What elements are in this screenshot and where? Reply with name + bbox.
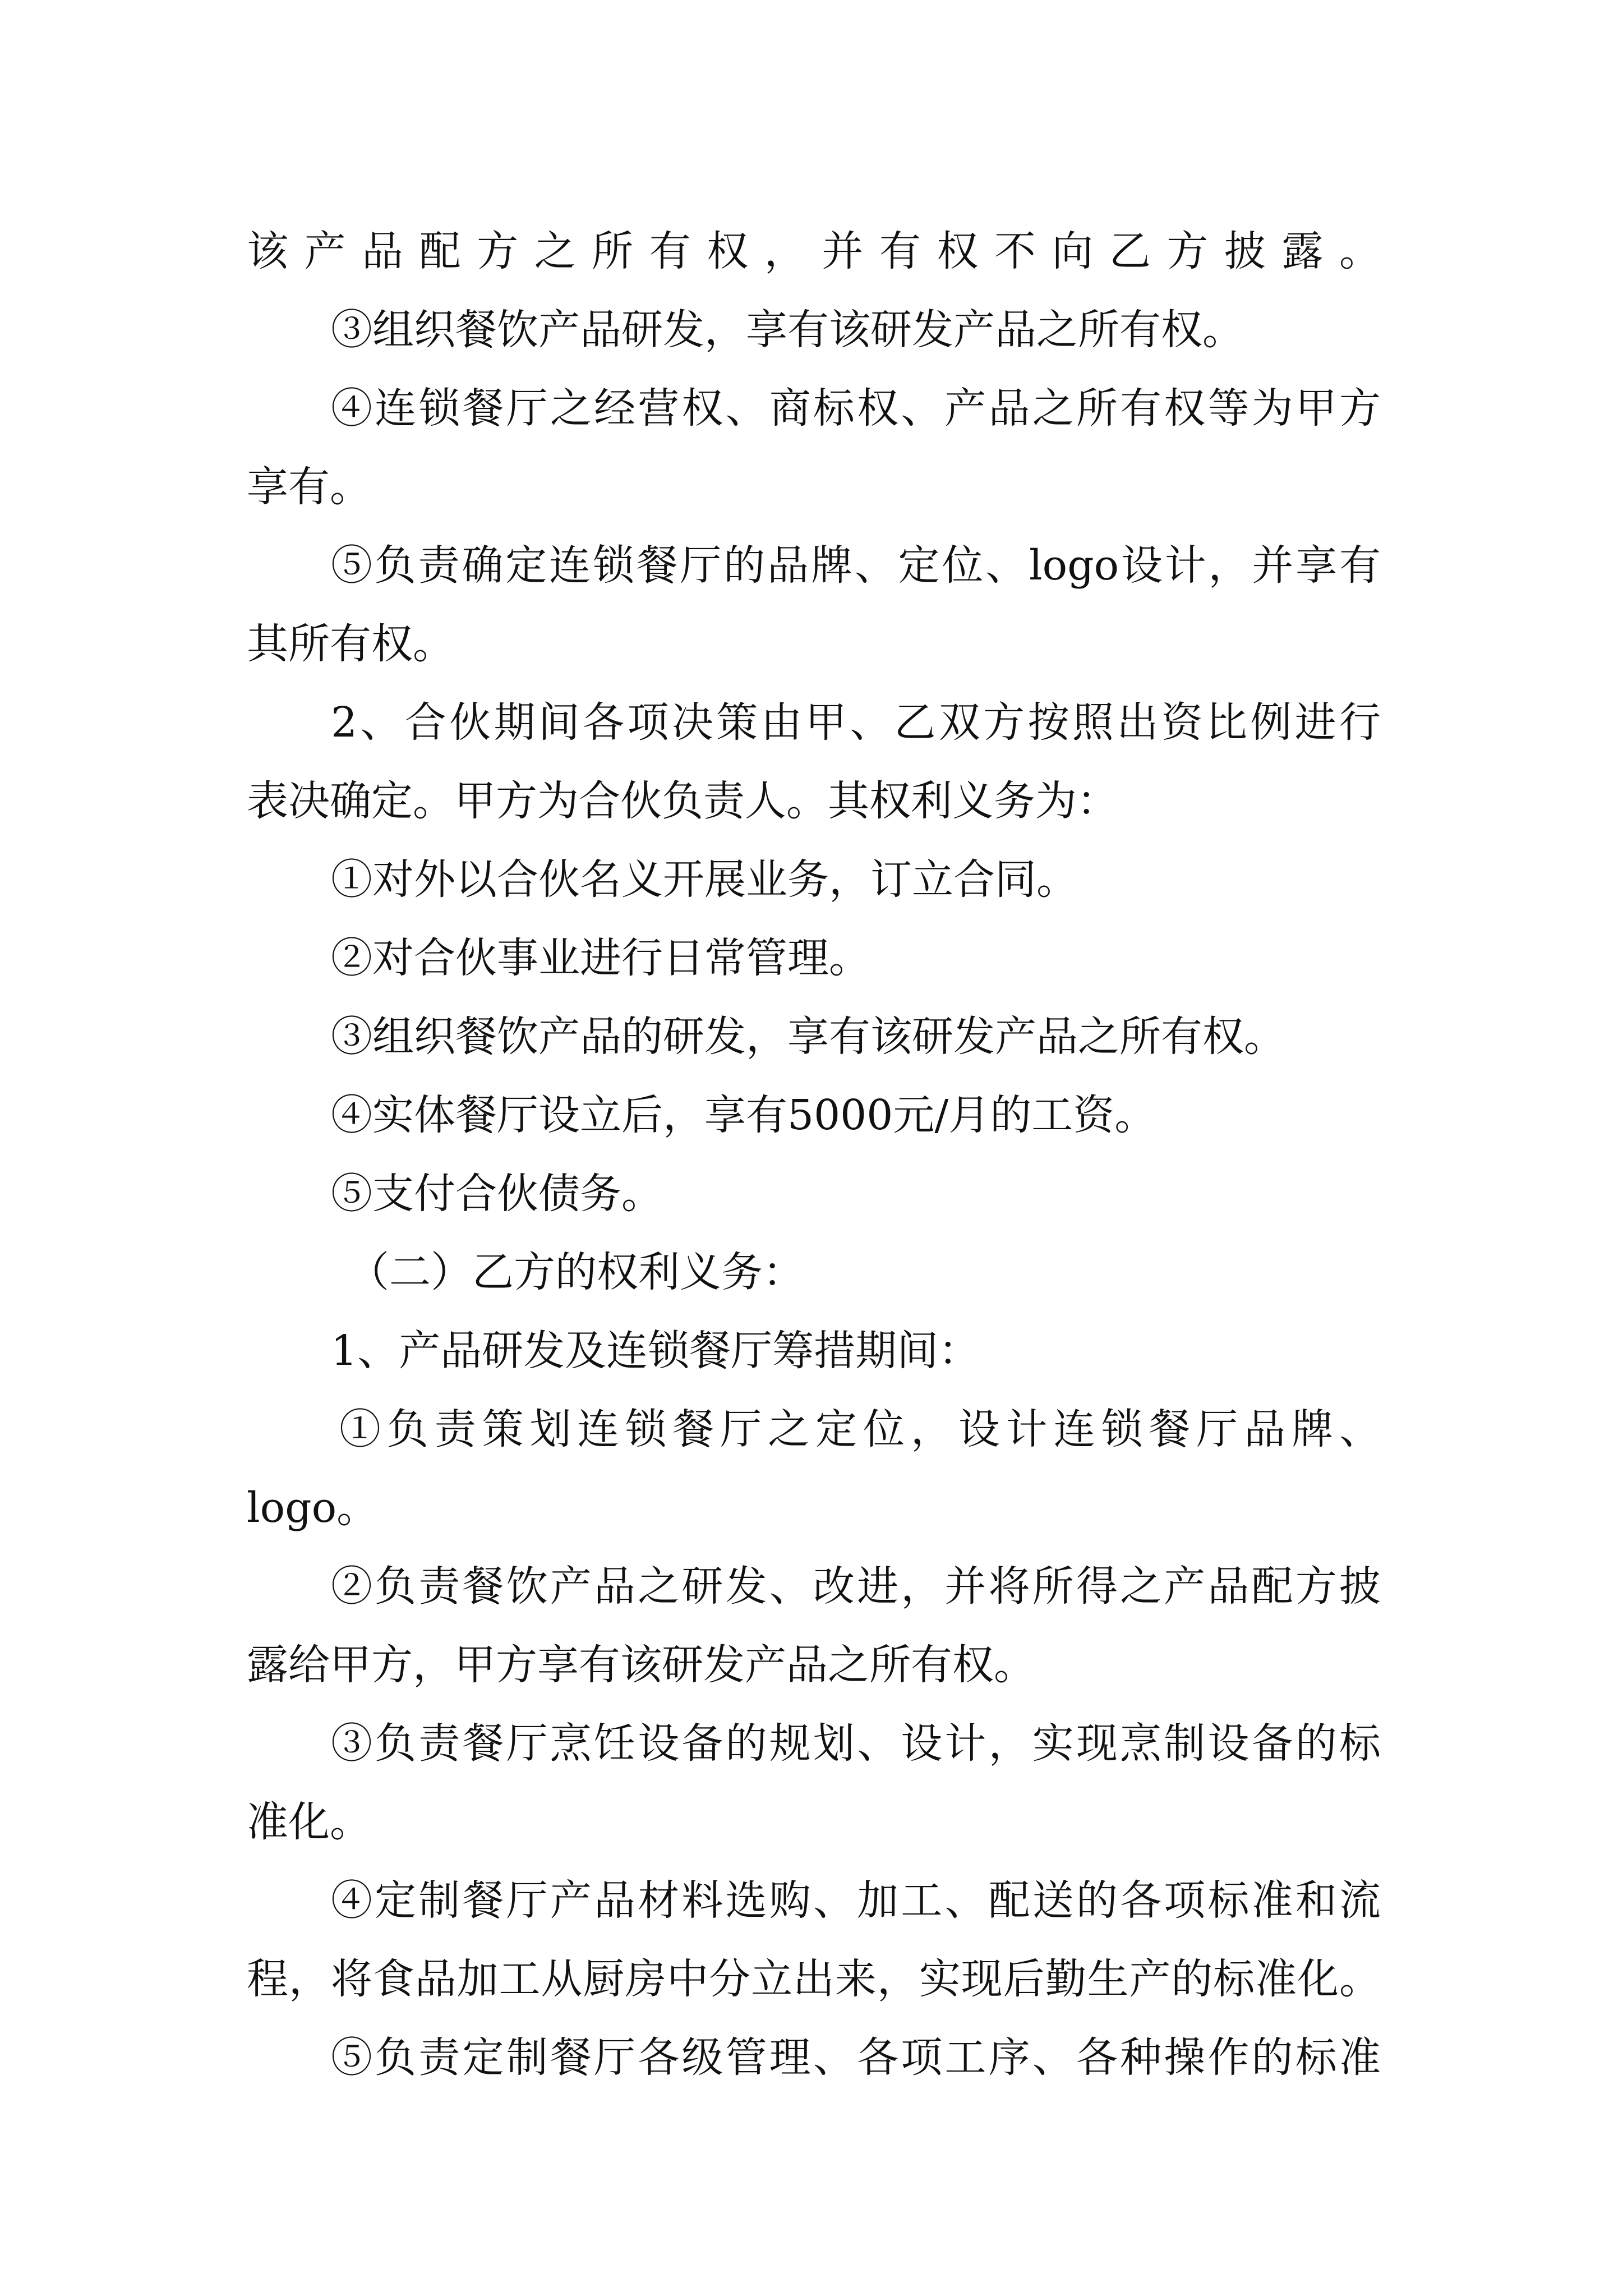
paragraph-line: ①对外以合伙名义开展业务，订立合同。 bbox=[331, 855, 1078, 904]
paragraph-line: 该产品配方之所有权，并有权不向乙方披露。 bbox=[247, 227, 1381, 275]
paragraph-line: 表决确定。甲方为合伙负责人。其权利义务为： bbox=[247, 777, 1118, 825]
paragraph-line: 2、合伙期间各项决策由甲、乙双方按照出资比例进行 bbox=[331, 698, 1381, 747]
paragraph-line: ①负责策划连锁餐厅之定位，设计连锁餐厅品牌、 bbox=[339, 1405, 1381, 1453]
section-heading: （二）乙方的权利义务： bbox=[348, 1248, 804, 1296]
paragraph-line: 程，将食品加工从厨房中分立出来，实现后勤生产的标准化。 bbox=[247, 1955, 1381, 2003]
paragraph-line: ④定制餐厅产品材料选购、加工、配送的各项标准和流 bbox=[331, 1876, 1381, 1925]
paragraph-line: ②负责餐饮产品之研发、改进，并将所得之产品配方披 bbox=[331, 1562, 1381, 1611]
paragraph-line: ⑤负责确定连锁餐厅的品牌、定位、logo设计，并享有 bbox=[331, 541, 1381, 590]
paragraph-line: ③组织餐饮产品研发，享有该研发产品之所有权。 bbox=[331, 306, 1244, 354]
paragraph-line: 1、产品研发及连锁餐厅筹措期间： bbox=[331, 1327, 980, 1375]
paragraph-line: ④实体餐厅设立后，享有5000元/月的工资。 bbox=[331, 1091, 1156, 1139]
paragraph-line: 其所有权。 bbox=[247, 620, 454, 668]
paragraph-line: 享有。 bbox=[247, 463, 371, 511]
paragraph-line: ④连锁餐厅之经营权、商标权、产品之所有权等为甲方 bbox=[331, 384, 1381, 432]
paragraph-line: ⑤负责定制餐厅各级管理、各项工序、各种操作的标准 bbox=[331, 2033, 1381, 2082]
paragraph-line: logo。 bbox=[247, 1484, 379, 1532]
paragraph-line: 准化。 bbox=[247, 1798, 371, 1846]
paragraph-line: ⑤支付合伙债务。 bbox=[331, 1170, 663, 1218]
paragraph-line: ③负责餐厅烹饪设备的规划、设计，实现烹制设备的标 bbox=[331, 1719, 1381, 1768]
paragraph-line: 露给甲方，甲方享有该研发产品之所有权。 bbox=[247, 1641, 1035, 1689]
paragraph-line: ②对合伙事业进行日常管理。 bbox=[331, 934, 870, 982]
document-body bbox=[247, 212, 1381, 2097]
paragraph-line: ③组织餐饮产品的研发，享有该研发产品之所有权。 bbox=[331, 1013, 1285, 1061]
